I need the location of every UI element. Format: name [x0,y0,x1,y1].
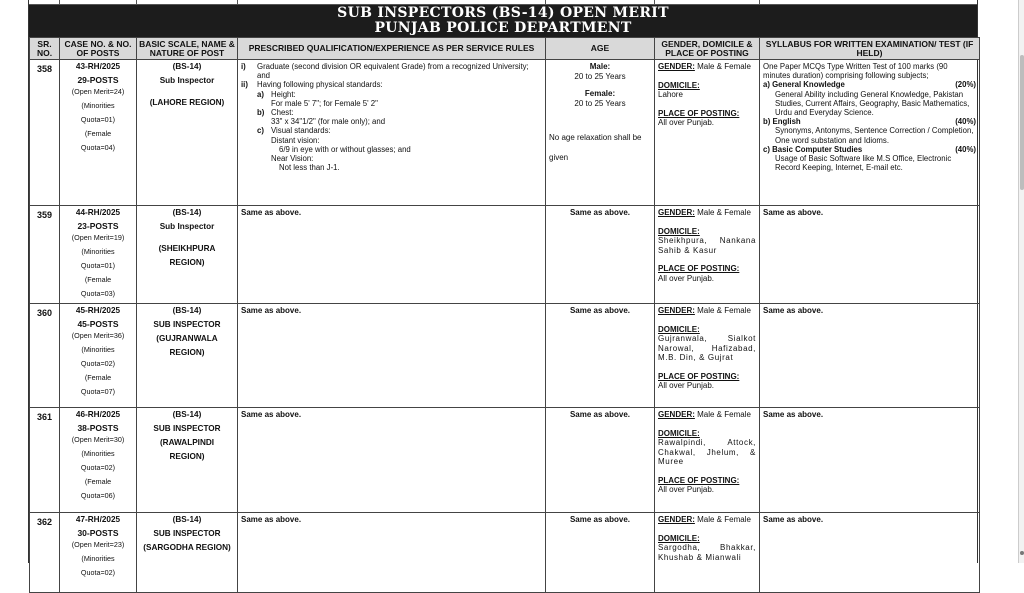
region: (SHEIKHPURA [158,244,216,253]
quota-line: (Minorities [81,449,115,458]
header-case: CASE NO. & NO. OF POSTS [60,38,137,60]
header-sr: SR. NO. [30,38,60,60]
qualification-cell [238,206,546,304]
region: REGION) [169,258,205,267]
subject-computer-studies: c) Basic Computer Studies [763,144,863,154]
domicile-label: DOMICILE: [658,324,700,334]
quota-line: Quota=06) [80,491,116,500]
near-vision-label: Near Vision: [271,154,314,164]
gender-value: Male & Female [694,515,751,524]
gender-label: GENDER: [658,410,695,419]
quota-line: (Female [84,477,112,486]
posts-count: 45-POSTS [77,319,119,329]
basic-scale: (BS-14) [172,62,202,71]
qualification-cell [238,513,546,593]
chest-label: Chest: [271,108,294,118]
sr-number: 362 [30,513,60,593]
female-age-value: 20 to 25 Years [574,98,626,108]
place-of-posting-value: All over Punjab. [658,118,715,127]
quota-line: (Open Merit=23) [71,540,125,549]
item-label: b) [257,108,265,118]
case-cell [60,408,137,513]
vertical-scrollbar[interactable] [1018,0,1024,563]
scale-cell [137,60,238,206]
region: (GUJRANWALA [156,334,218,343]
scale-cell [137,206,238,304]
domicile-label: DOMICILE: [658,428,700,438]
subject-weight: (40%) [955,117,976,127]
distant-vision-label: Distant vision: [271,135,320,145]
female-age-label: Female: [584,89,616,98]
height-value: For male 5' 7"; for Female 5' 2" [271,98,378,108]
header-age: AGE [546,38,655,60]
quota-line: (Female [84,129,112,138]
same-as-above: Same as above. [763,515,824,524]
male-age-value: 20 to 25 Years [574,71,626,81]
posts-table [29,37,980,593]
subject-weight: (40%) [955,144,976,154]
age-cell [546,408,655,513]
header-qualification: PRESCRIBED QUALIFICATION/EXPERIENCE AS PER SERVICE RULES [238,38,546,60]
header-scale: BASIC SCALE, NAME & NATURE OF POST [137,38,238,60]
age-relaxation-line: given [549,153,569,162]
region: (SARGODHA REGION) [143,543,231,552]
case-number: 43-RH/2025 [75,62,121,71]
quota-line: (Minorities [81,345,115,354]
syllabus-cell [760,206,980,304]
domicile-label: DOMICILE: [658,533,700,543]
place-of-posting-label: PLACE OF POSTING: [658,108,740,118]
quota-line: Quota=03) [80,289,116,298]
scroll-indicator-icon [1020,551,1024,555]
subject-description: Usage of Basic Software like M.S Office, Electronic Record Keeping, Internet, E-mail etc. [775,154,952,173]
same-as-above: Same as above. [241,515,302,524]
same-as-above: Same as above. [763,410,824,419]
quota-line: (Minorities [81,101,115,110]
posts-count: 30-POSTS [77,528,119,538]
same-as-above: Same as above. [569,515,631,524]
post-title: SUB INSPECTOR [153,424,221,433]
same-as-above: Same as above. [241,208,302,217]
gender-domicile-cell [655,304,760,408]
gender-label: GENDER: [658,62,695,71]
basic-scale: (BS-14) [172,306,202,315]
place-of-posting-label: PLACE OF POSTING: [658,264,740,273]
region: (RAWALPINDI [159,438,215,447]
gender-value: Male & Female [694,306,751,315]
table-row [30,60,980,206]
syllabus-cell [760,304,980,408]
basic-scale: (BS-14) [172,208,202,217]
syllabus-intro: One Paper MCQs Type Written Test of 100 marks (90 minutes duration) comprising following subjects; [763,62,948,81]
case-cell [60,206,137,304]
subject-general-knowledge: a) General Knowledge [763,80,845,90]
post-title: SUB INSPECTOR [153,320,221,329]
case-number: 45-RH/2025 [75,306,121,315]
table-row [30,513,980,593]
domicile-label: DOMICILE: [658,226,700,236]
quota-line: Quota=07) [80,387,116,396]
region: REGION) [169,348,205,357]
distant-vision-value: 6/9 in eye with or without glasses; and [279,144,411,154]
gender-domicile-cell [655,60,760,206]
case-cell [60,60,137,206]
case-number: 46-RH/2025 [75,410,121,419]
scale-cell [137,513,238,593]
subject-description: Synonyms, Antonyms, Sentence Correction / Completion, One word substation and Idioms. [775,126,974,145]
document-page [28,0,978,577]
same-as-above: Same as above. [241,306,302,315]
visual-label: Visual standards: [271,126,331,136]
age-cell [546,513,655,593]
banner-department: PUNJAB POLICE DEPARTMENT [374,20,632,36]
place-of-posting-label: PLACE OF POSTING: [658,475,740,485]
qualification-cell [238,60,546,206]
quota-line: (Open Merit=30) [71,435,125,444]
sr-number: 360 [30,304,60,408]
region: (LAHORE REGION) [149,98,225,107]
scrollbar-thumb[interactable] [1020,55,1024,190]
qualification-cell [238,408,546,513]
domicile-value: Rawalpindi, Attock, Chakwal, Jhelum, & Muree [658,438,756,466]
qualification-cell [238,304,546,408]
scale-cell [137,304,238,408]
previous-table-edge [29,0,977,5]
domicile-value: Gujranwala, Sialkot Narowal, Hafizabad, M.B. Din, & Gujrat [658,334,756,362]
quota-line: (Female [84,275,112,284]
same-as-above: Same as above. [569,208,631,217]
quota-line: Quota=04) [80,143,116,152]
banner-title: SUB INSPECTORS (BS-14) OPEN MERIT [337,5,669,21]
age-relaxation-line: No age relaxation shall be [549,133,642,142]
basic-scale: (BS-14) [172,515,202,524]
syllabus-cell [760,513,980,593]
quota-line: (Open Merit=36) [71,331,125,340]
quota-line: (Female [84,373,112,382]
age-cell [546,206,655,304]
quota-line: Quota=02) [80,463,116,472]
case-number: 44-RH/2025 [75,208,121,217]
place-of-posting-value: All over Punjab. [658,381,715,390]
near-vision-value: Not less than J-1. [279,163,340,173]
table-row [30,206,980,304]
syllabus-cell [760,60,980,206]
posts-count: 38-POSTS [77,423,119,433]
domicile-label: DOMICILE: [658,80,700,90]
quota-line: (Open Merit=19) [71,233,125,242]
age-cell [546,60,655,206]
subject-description: General Ability including General Knowledge, Pakistan Studies, Current Affairs, Geography, Basic Mathematics, Urdu and Everyday Science. [775,89,970,118]
item-label: i) [241,62,246,71]
gender-value: Male & Female [694,208,751,217]
quota-line: (Minorities [81,247,115,256]
gender-domicile-cell [655,206,760,304]
posts-count: 23-POSTS [77,221,119,231]
height-label: Height: [271,89,296,99]
same-as-above: Same as above. [241,410,302,419]
table-row [30,408,980,513]
sr-number: 358 [30,60,60,206]
gender-label: GENDER: [658,208,695,217]
syllabus-cell [760,408,980,513]
scale-cell [137,408,238,513]
post-title: SUB INSPECTOR [153,529,221,538]
subject-weight: (20%) [955,80,976,90]
item-label: c) [257,126,264,136]
domicile-value: Sargodha, Bhakkar, Khushab & Mianwali [658,543,756,562]
region: REGION) [169,452,205,461]
post-title: Sub Inspector [159,76,215,85]
item-label: ii) [241,80,248,90]
header-gender-domicile: GENDER, DOMICILE & PLACE OF POSTING [655,38,760,60]
table-row [30,304,980,408]
subject-english: b) English [763,117,801,127]
physical-standards-text: Having following physical standards: [257,80,383,90]
case-number: 47-RH/2025 [75,515,121,524]
same-as-above: Same as above. [569,410,631,419]
gender-value: Male & Female [694,62,751,71]
posts-count: 29-POSTS [77,75,119,85]
male-age-label: Male: [589,62,611,71]
header-syllabus: SYLLABUS FOR WRITTEN EXAMINATION/ TEST (IF HELD) [760,38,980,60]
gender-domicile-cell [655,513,760,593]
gender-label: GENDER: [658,515,695,524]
table-header-row [30,38,980,60]
place-of-posting-label: PLACE OF POSTING: [658,371,740,381]
chest-value: 33" x 34"1/2" (for male only); and [271,117,386,127]
quota-line: (Open Merit=24) [71,87,125,96]
qualification-text: Graduate (second division OR equivalent Grade) from a recognized University; and [257,62,529,81]
quota-line: Quota=01) [80,115,116,124]
domicile-value: Lahore [658,90,683,99]
same-as-above: Same as above. [763,306,824,315]
gender-label: GENDER: [658,306,695,315]
quota-line: Quota=01) [80,261,116,270]
basic-scale: (BS-14) [172,410,202,419]
domicile-value: Sheikhpura, Nankana Sahib & Kasur [658,236,756,255]
gender-value: Male & Female [694,410,751,419]
place-of-posting-value: All over Punjab. [658,273,715,283]
quota-line: Quota=02) [80,568,116,577]
sr-number: 361 [30,408,60,513]
table-banner [29,5,977,37]
age-cell [546,304,655,408]
quota-line: Quota=02) [80,359,116,368]
item-label: a) [257,89,264,99]
same-as-above: Same as above. [763,208,824,217]
case-cell [60,304,137,408]
quota-line: (Minorities [81,554,115,563]
gender-domicile-cell [655,408,760,513]
same-as-above: Same as above. [569,306,631,315]
post-title: Sub Inspector [159,222,215,231]
case-cell [60,513,137,593]
sr-number: 359 [30,206,60,304]
age-relaxation-note [549,128,651,168]
place-of-posting-value: All over Punjab. [658,485,715,494]
